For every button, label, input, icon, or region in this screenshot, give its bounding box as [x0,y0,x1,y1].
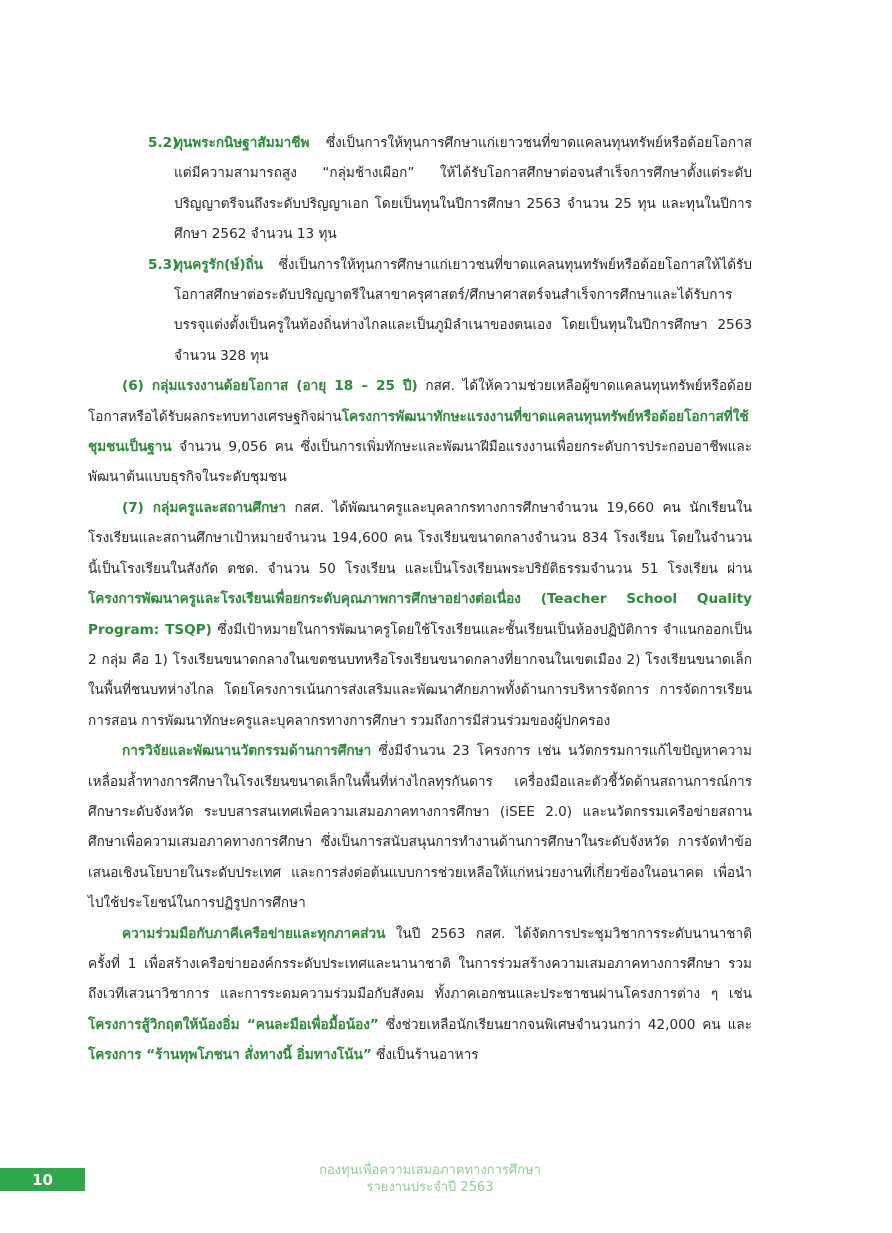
item-text: ซึ่งเป็นการให้ทุนการศึกษาแก่เยาวชนที่ขาดแคลนทุนทรัพย์หรือด้อยโอกาสแต่มีความสามารถสูง “กลุ่มช้างเผือก” ให้ได้รับโอกาสศึกษาต่อจนสำเร็จการศึกษาตั้งแต่ระดับปริญญาตรีจนถึงระดับปริญญาเอก โดยเป็นทุนในปีการศึกษา 2563 จำนวน 25 ทุน และทุนในปีการศึกษา 2562 จำนวน 13 ทุน [174,135,752,243]
paragraph-6 [88,371,752,493]
item-number: 5.3) [148,256,179,273]
paragraph-7 [88,493,752,736]
paragraph-text: ซึ่งมีจำนวน 23 โครงการ เช่น นวัตกรรมการแก้ไขปัญหาความเหลื่อมล้ำทางการศึกษาในโรงเรียนขนาดเล็กในพื้นที่ห่างไกลทุรกันดาร เครื่องมือและตัวชี้วัดด้านสถานการณ์การศึกษาระดับจังหวัด ระบบสารสนเทศเพื่อความเสมอภาคทางการศึกษา (iSEE 2.0) และนวัตกรรมเครือข่ายสถานศึกษาเพื่อความเสมอภาคทางการศึกษา ซึ่งเป็นการสนับสนุนการทำงานด้านการศึกษาในระดับจังหวัด การจัดทำข้อเสนอเชิงนโยบายในระดับประเทศ และการส่งต่อต้นแบบการช่วยเหลือให้แก่หน่วยงานที่เกี่ยวข้องในอนาคต เพื่อนำไปใช้ประโยชน์ในการปฏิรูปการศึกษา [88,743,752,912]
paragraph-text: ในปี 2563 กสศ. ได้จัดการประชุมวิชาการระดับนานาชาติ ครั้งที่ 1 เพื่อสร้างเครือข่ายองค์กรระดับประเทศและนานาชาติ ในการร่วมสร้างความเสมอภาคทางการศึกษา รวมถึงเวทีเสวนาวิชาการ และการระดมความร่วมมือกับสังคม ทั้งภาคเอกชนและประชาชนผ่านโครงการต่าง ๆ เช่น [88,925,752,1003]
paragraph-heading: ความร่วมมือกับภาคีเครือข่ายและทุกภาคส่วน [122,925,386,942]
paragraph-partnership [88,919,752,1071]
item-heading: ทุนครูรัก(ษ์)ถิ่น [174,256,264,273]
project-name: โครงการพัฒนาครูและโรงเรียนเพื่อยกระดับคุณภาพการศึกษาอย่างต่อเนื่อง (Teacher School Quality Program: TSQP) [88,591,752,638]
page-number: 10 [0,1168,85,1191]
paragraph-research [88,736,752,918]
item-5-3 [88,250,752,372]
paragraph-heading: (7) กลุ่มครูและสถานศึกษา [122,499,286,516]
project-name: โครงการสู้วิกฤตให้น้องอิ่ม “คนละมือเพื่อมื้อน้อง” [88,1016,379,1033]
paragraph-text: กสศ. ได้พัฒนาครูและบุคลากรทางการศึกษาจำนวน 19,660 คน นักเรียนในโรงเรียนและสถานศึกษาเป้าหมายจำนวน 194,600 คน โรงเรียนขนาดกลางจำนวน 834 โรงเรียน โดยในจำนวนนี้เป็นโรงเรียนในสังกัด ตชด. จำนวน 50 โรงเรียน และเป็นโรงเรียนพระปริยัติธรรมจำนวน 51 โรงเรียน ผ่าน [88,499,752,577]
paragraph-heading: การวิจัยและพัฒนานวัตกรรมด้านการศึกษา [122,743,372,760]
paragraph-text: ซึ่งช่วยเหลือนักเรียนยากจนพิเศษจำนวนกว่า 42,000 คน และ [378,1016,752,1033]
item-5-2 [88,128,752,250]
paragraph-text: จำนวน 9,056 คน ซึ่งเป็นการเพิ่มทักษะและพัฒนาฝีมือแรงงานเพื่อยกระดับการประกอบอาชีพและพัฒนาต้นแบบธุรกิจในระดับชุมชน [88,439,752,486]
footer-caption [280,1162,580,1196]
paragraph-heading: (6) กลุ่มแรงงานด้อยโอกาส (อายุ 18 – 25 ปี) [122,378,418,395]
body-text [88,128,752,1071]
project-name: โครงการ “ร้านทุพโภชนา สั่งทางนี้ อิ่มทางโน้น” [88,1047,372,1064]
item-text: ซึ่งเป็นการให้ทุนการศึกษาแก่เยาวชนที่ขาดแคลนทุนทรัพย์หรือด้อยโอกาสให้ได้รับโอกาสศึกษาต่อระดับปริญญาตรีในสาขาครุศาสตร์/ศึกษาศาสตร์จนสำเร็จการศึกษาและได้รับการบรรจุแต่งตั้งเป็นครูในท้องถิ่นห่างไกลและเป็นภูมิลำเนาของตนเอง โดยเป็นทุนในปีการศึกษา 2563 จำนวน 328 ทุน [174,256,752,364]
footer-org-name: กองทุนเพื่อความเสมอภาคทางการศึกษา [319,1163,541,1178]
item-heading: ทุนพระกนิษฐาสัมมาชีพ [174,135,310,151]
footer-report-title: รายงานประจำปี 2563 [366,1180,494,1195]
paragraph-text: กสศ. ได้ให้ความช่วยเหลือผู้ขาดแคลนทุนทรัพย์หรือด้อยโอกาสหรือได้รับผลกระทบทางเศรษฐกิจผ่าน [88,378,752,425]
item-number: 5.2) [148,135,179,151]
project-name: โครงการพัฒนาทักษะแรงงานที่ขาดแคลนทุนทรัพย์หรือด้อยโอกาสที่ใช้ชุมชนเป็นฐาน [88,408,749,456]
paragraph-text: ซึ่งมีเป้าหมายในการพัฒนาครูโดยใช้โรงเรียนและชั้นเรียนเป็นห้องปฏิบัติการ จำแนกออกเป็น 2 กลุ่ม คือ 1) โรงเรียนขนาดกลางในเขตชนบทหรือโรงเรียนขนาดกลางที่ยากจนในเขตเมือง 2) โรงเรียนขนาดเล็กในพื้นที่ชนบทห่างไกล โดยโครงการเน้นการส่งเสริมและพัฒนาศักยภาพทั้งด้านการบริหารจัดการ การจัดการเรียนการสอน การพัฒนาทักษะครูและบุคลากรทางการศึกษา รวมถึงการมีส่วนร่วมของผู้ปกครอง [88,621,752,729]
paragraph-text: ซึ่งเป็นร้านอาหาร [371,1047,479,1064]
